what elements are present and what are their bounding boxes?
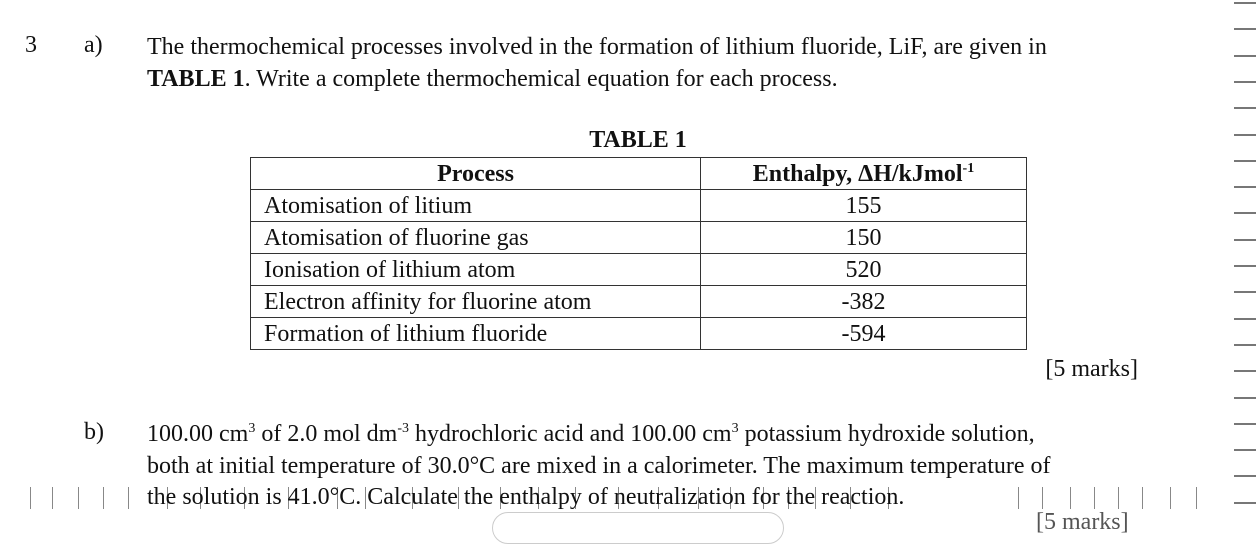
ruler-tick [78,487,79,509]
row-value: 520 [701,254,1027,286]
part-a-label: a) [84,32,103,58]
ruler-tick [1018,487,1019,509]
row-value: 150 [701,222,1027,254]
ruler-tick [1170,487,1171,509]
margin-rule-line [1234,186,1256,188]
margin-rule-line [1234,134,1256,136]
part-b-text-1: 100.00 cm [147,421,249,447]
header-enthalpy-text: Enthalpy, ΔH/kJmol [752,160,963,187]
table-row [251,222,1027,254]
margin-rule-line [1234,344,1256,346]
ruler-tick [1094,487,1095,509]
table-row [251,286,1027,318]
sup-minus-three: -3 [397,421,409,436]
row-value: -382 [701,286,1027,318]
table-row [251,318,1027,350]
margin-rule-line [1234,370,1256,372]
row-value: -594 [701,318,1027,350]
part-b-label: b) [84,419,104,445]
ruler-tick [1042,487,1043,509]
header-enthalpy-sup: -1 [962,160,975,176]
margin-rule-line [1234,449,1256,451]
margin-rule-line [1234,160,1256,162]
row-process: Atomisation of fluorine gas [251,222,701,254]
part-b-marks-partial: [5 marks] [1036,509,1129,535]
margin-rule-line [1234,318,1256,320]
ruler-tick [128,487,129,509]
margin-rule-line [1234,502,1256,504]
margin-rule-line [1234,107,1256,109]
margin-rule-line [1234,423,1256,425]
margin-rule-line [1234,397,1256,399]
part-a-line-2 [147,63,838,95]
margin-rule-line [1234,265,1256,267]
margin-rule-line [1234,55,1256,57]
margin-rule-line [1234,291,1256,293]
margin-rules [1234,0,1256,523]
row-process: Atomisation of litium [251,190,701,222]
part-b-line-3: the solution is 41.0°C. Calculate the enthalpy of neutralization for the reaction. [147,484,905,510]
sup-cubed-1: 3 [248,421,256,436]
sup-cubed-2: 3 [731,421,739,436]
part-b-text-3: hydrochloric acid and 100.00 cm [409,421,732,447]
margin-rule-line [1234,81,1256,83]
row-process: Electron affinity for fluorine atom [251,286,701,318]
part-b-line-2: both at initial temperature of 30.0°C are mixed in a calorimeter. The maximum temperature of [147,453,1051,479]
ruler-tick [103,487,104,509]
part-a-marks: [5 marks] [1045,356,1138,382]
header-enthalpy [701,158,1027,190]
row-process: Ionisation of lithium atom [251,254,701,286]
row-value: 155 [701,190,1027,222]
margin-rule-line [1234,239,1256,241]
part-b-text-4: potassium hydroxide solution, [738,421,1035,447]
ruler-tick [1196,487,1197,509]
part-a-line-2-text: . Write a complete thermochemical equation for each process. [244,66,838,92]
enthalpy-table [250,157,1027,350]
ruler-tick [1118,487,1119,509]
part-b-text-2: of 2.0 mol dm [255,421,398,447]
table-row [251,190,1027,222]
margin-rule-line [1234,475,1256,477]
table-caption: TABLE 1 [589,127,687,153]
part-a-line-1: The thermochemical processes involved in the formation of lithium fluoride, LiF, are given in [147,34,1047,60]
margin-rule-line [1234,28,1256,30]
table-header-row [251,158,1027,190]
ruler-tick [1142,487,1143,509]
ruler-tick [1070,487,1071,509]
table-reference: TABLE 1 [147,66,245,92]
margin-rule-line [1234,212,1256,214]
question-number: 3 [25,32,37,58]
ruler-tick [52,487,53,509]
ruler-tick [30,487,31,509]
part-b-line-1 [147,418,1035,450]
header-process: Process [251,158,701,190]
row-process: Formation of lithium fluoride [251,318,701,350]
page-footer-shape [492,512,784,544]
table-row [251,254,1027,286]
margin-rule-line [1234,2,1256,4]
